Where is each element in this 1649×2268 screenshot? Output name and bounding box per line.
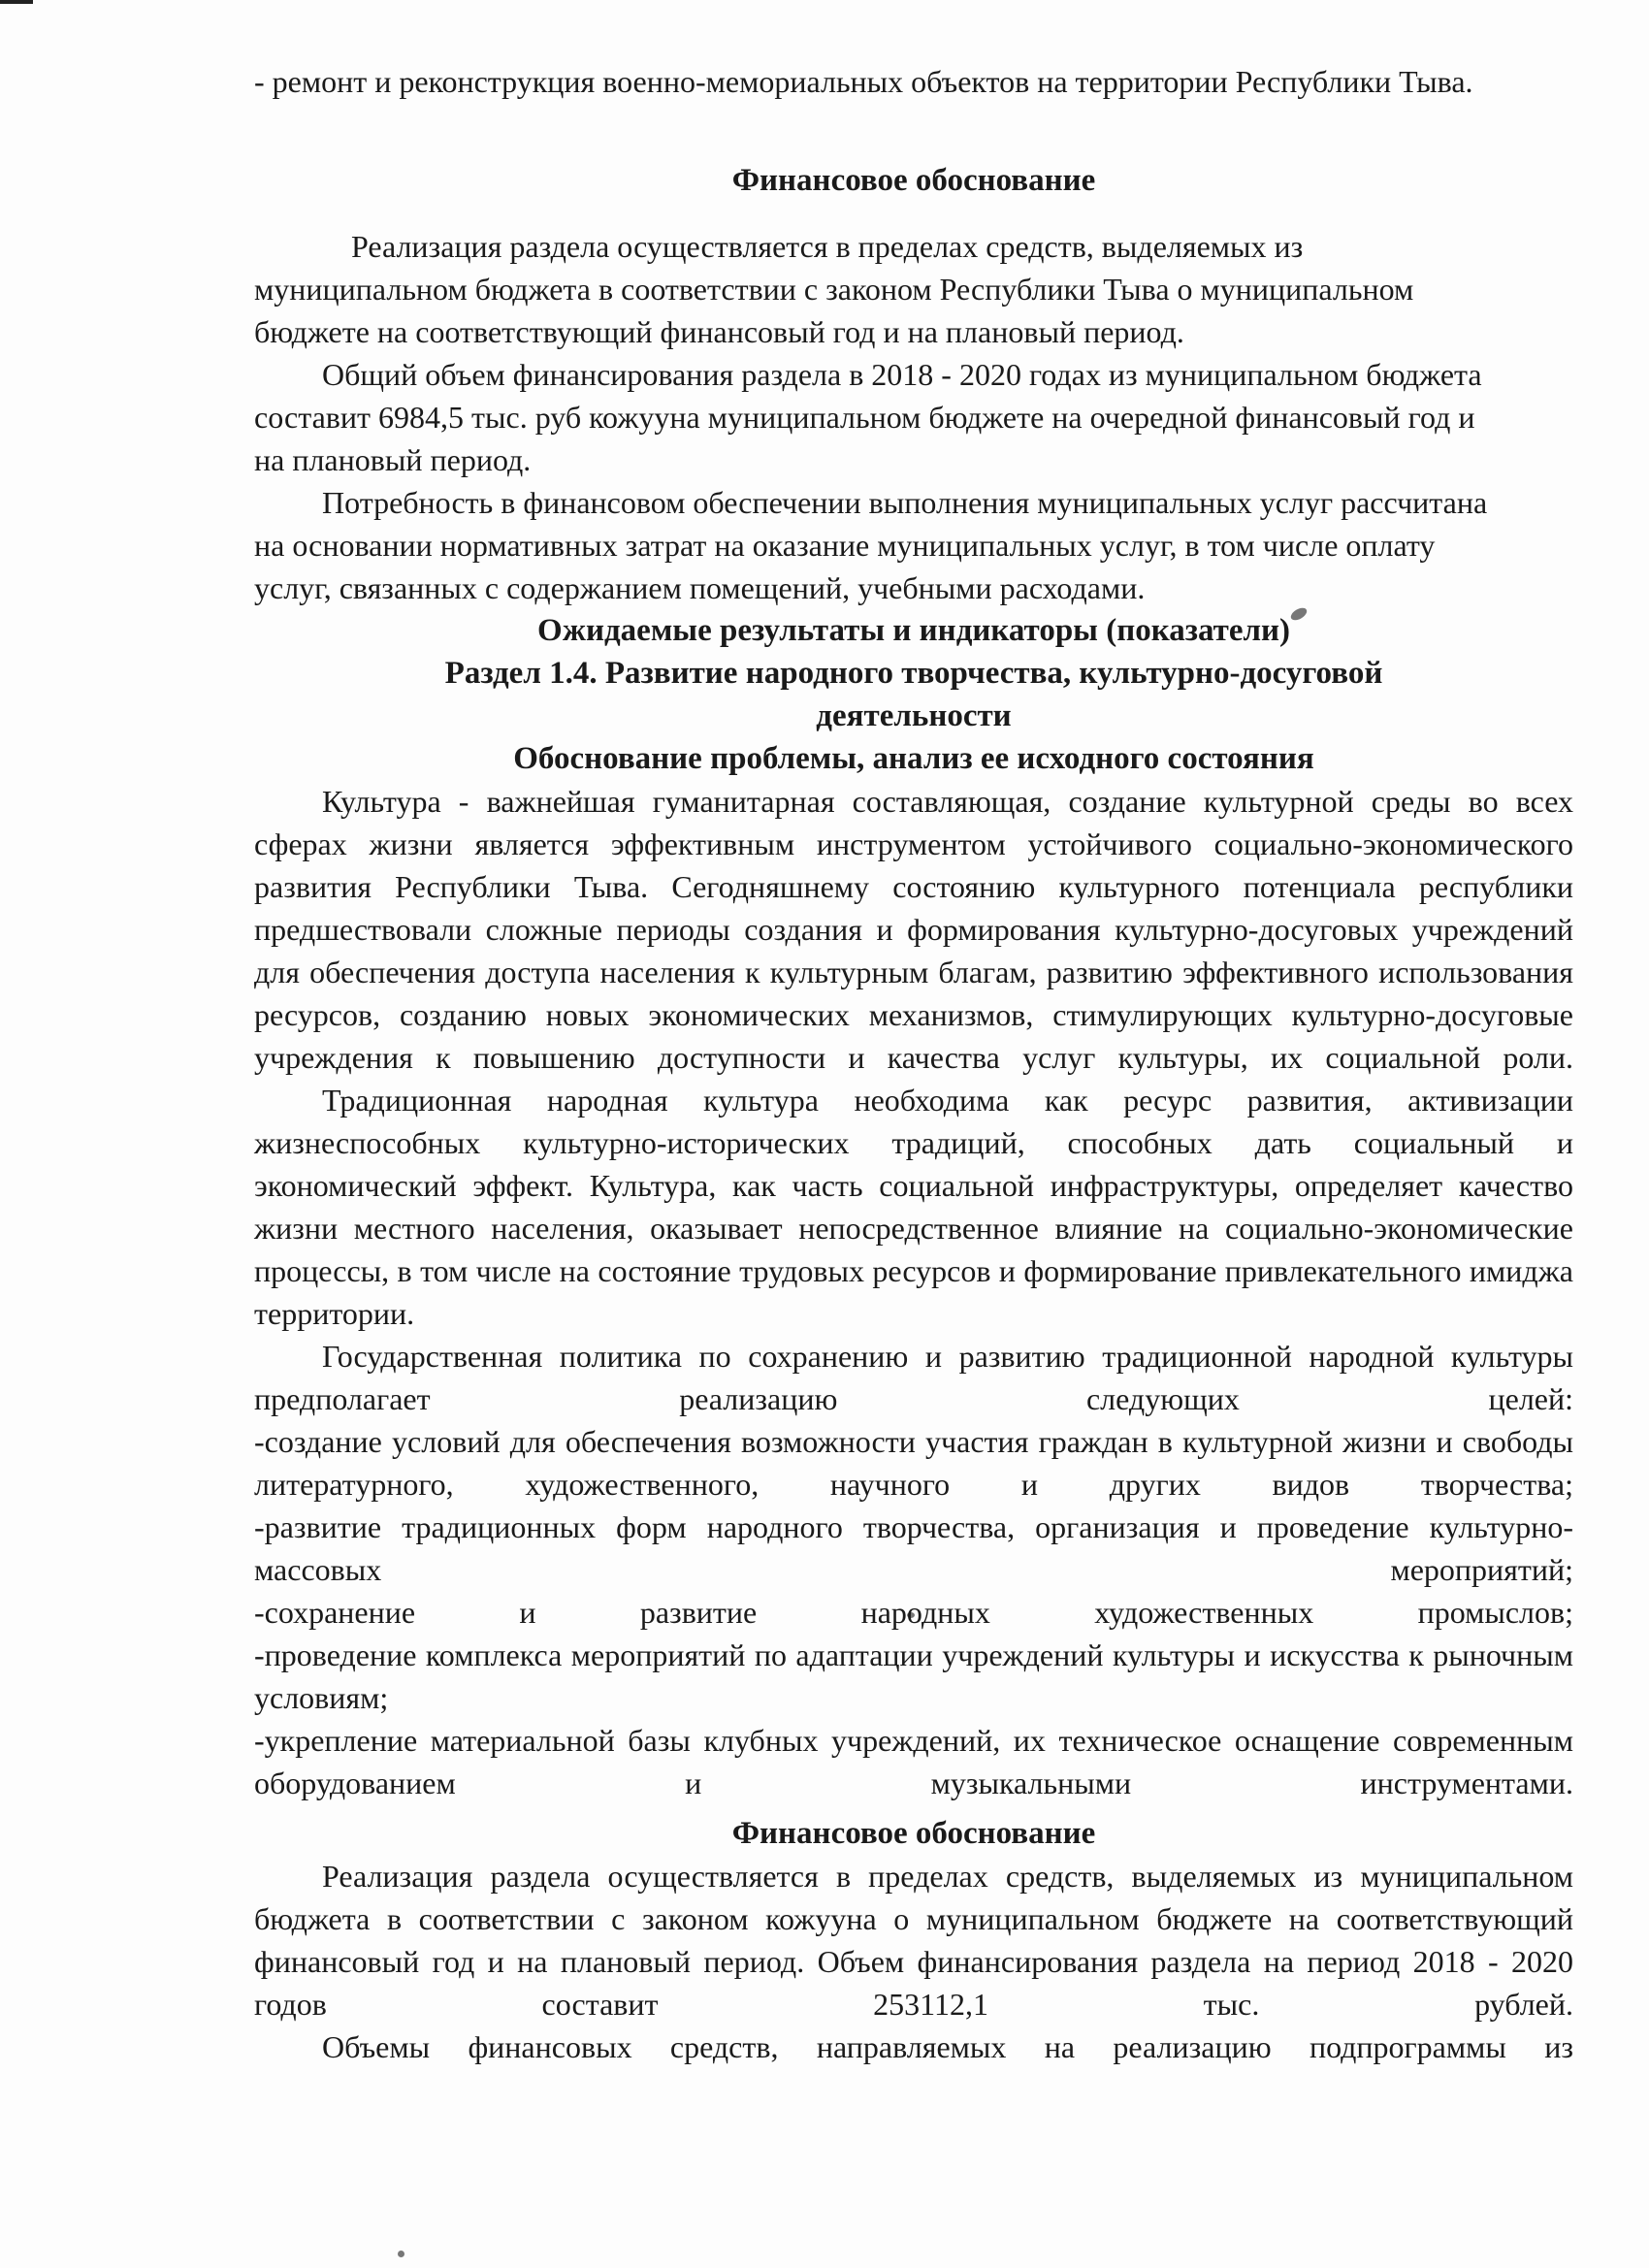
intro-line: - ремонт и реконструкция военно-мемориальных объектов на территории Республики Тыва. <box>254 64 1473 99</box>
financial-paragraph-line: составит 6984,5 тыс. руб кожууна муниципальном бюджете на очередной финансовый год и <box>254 400 1475 435</box>
goal-item: -развитие традиционных форм народного творчества, организация и проведение культурно-массовых мероприятий; <box>254 1509 1573 1587</box>
financial-paragraph-line: Общий объем финансирования раздела в 2018 - 2020 годах из муниципальном бюджета <box>322 357 1482 392</box>
financial-paragraph-line: Потребность в финансовом обеспечении выполнения муниципальных услуг рассчитана <box>322 485 1488 520</box>
goal-item: -укрепление материальной базы клубных учреждений, их техническое оснащение современным оборудованием и музыкальными инструментами. <box>254 1723 1573 1800</box>
section-heading-financial: Финансовое обоснование <box>731 163 1096 198</box>
financial-paragraph-line: на плановый период. <box>254 442 532 477</box>
heading-section-1-4-cont: деятельности <box>816 698 1012 733</box>
financial-2-paragraph: Реализация раздела осуществляется в пределах средств, выделяемых из муниципальном бюджета в соответствии с законом кожууна о муниципальном бюджете на соответствующий финансовый год и на плановый период. Объем финансирования раздела на период 2018 - 2020 годов составит 253112,1 тыс. рублей. <box>254 1859 1573 2022</box>
section-heading-financial-2: Финансовое обоснование <box>731 1816 1096 1851</box>
financial-2-paragraph-cont: Объемы финансовых средств, направляемых на реализацию подпрограммы из <box>322 2029 1573 2064</box>
culture-paragraph: Культура - важнейшая гуманитарная составляющая, создание культурной среды во всех сферах жизни является эффективным инструментом устойчивого социально-экономического развития Республики Тыва. Сегодняшнему состоянию культурного потенциала республики предшествовали сложные периоды создания и формирования культурно-досуговых учреждений для обеспечения доступа населения к культурным благам, развитию эффективного использования ресурсов, созданию новых экономических механизмов, стимулирующих культурно-досуговые учреждения к повышению доступности и качества услуг культуры, их социальной роли. <box>254 784 1573 1075</box>
financial-paragraph-line: бюджете на соответствующий финансовый год и на плановый период. <box>254 314 1184 349</box>
financial-paragraph-line: на основании нормативных затрат на оказание муниципальных услуг, в том числе оплату <box>254 528 1436 563</box>
goal-item: -создание условий для обеспечения возможности участия граждан в культурной жизни и свободы литературного, художественного, научного и других видов творчества; <box>254 1424 1573 1502</box>
scan-speck <box>398 2251 404 2257</box>
financial-paragraph-line: услуг, связанных с содержанием помещений, учебными расходами. <box>254 570 1146 605</box>
heading-expected-results: Ожидаемые результаты и индикаторы (показатели) <box>536 613 1291 648</box>
heading-problem-analysis: Обоснование проблемы, анализ ее исходного состояния <box>513 741 1314 776</box>
financial-paragraph-line: муниципальном бюджета в соответствии с законом Республики Тыва о муниципальном <box>254 272 1414 307</box>
goal-item: -проведение комплекса мероприятий по адаптации учреждений культуры и искусства к рыночным условиям; <box>254 1637 1573 1715</box>
document-page <box>254 60 1573 2068</box>
scan-corner-mark <box>0 0 33 4</box>
traditional-culture-paragraph: Традиционная народная культура необходима как ресурс развития, активизации жизнеспособных культурно-исторических традиций, способных дать социальный и экономический эффект. Культура, как часть социальной инфраструктуры, определяет качество жизни местного населения, оказывает непосредственное влияние на социально-экономические процессы, в том числе на состояние трудовых ресурсов и формирование привлекательного имиджа территории. <box>254 1083 1573 1331</box>
heading-section-1-4: Раздел 1.4. Развитие народного творчества, культурно-досуговой <box>444 656 1383 691</box>
goal-item: -сохранение и развитие народных художественных промыслов; <box>254 1595 1573 1630</box>
policy-paragraph: Государственная политика по сохранению и развитию традиционной народной культуры предполагает реализацию следующих целей: <box>254 1339 1573 1416</box>
financial-paragraph-line: Реализация раздела осуществляется в пределах средств, выделяемых из <box>351 229 1304 264</box>
